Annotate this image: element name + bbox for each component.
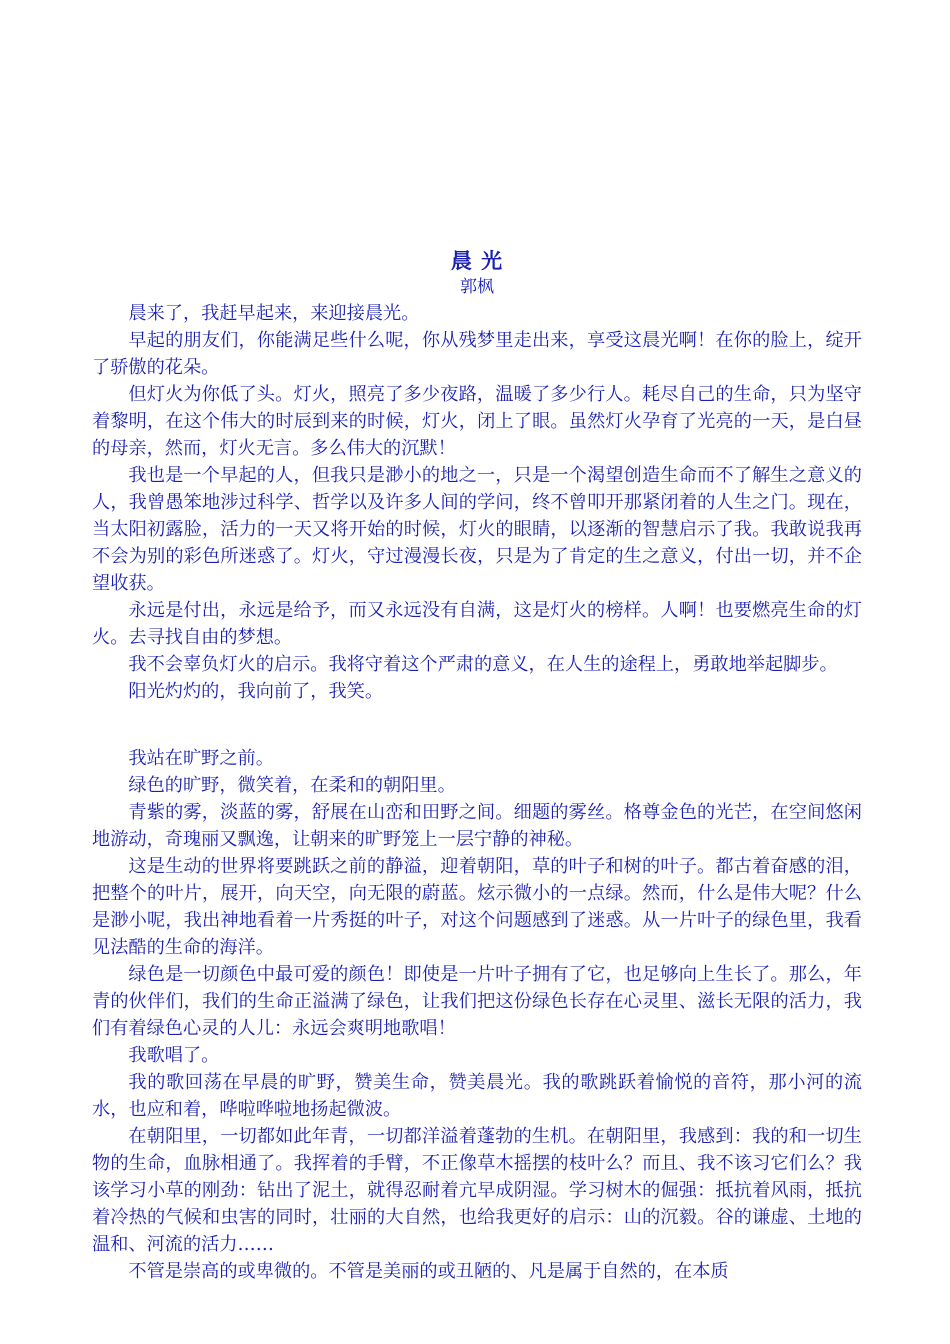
- paragraph: 我不会辜负灯火的启示。我将守着这个严肃的意义，在人生的途程上，勇敢地举起脚步。: [128, 654, 838, 675]
- section-break: [92, 705, 862, 745]
- paragraph: 在朝阳里，一切都如此年青，一切都洋溢着蓬勃的生机。在朝阳里，我感到：我的和一切生物的生命，血脉相通了。我挥着的手臂，不正像草木摇摆的枝叶么？而且、我不该习它们么？我该学习小草的刚劲：钻出了泥土，就得忍耐着亢早成阴湿。学习树木的倔强：抵抗着风雨，抵抗着冷热的气候和虫害的同时，壮丽的大自然，也给我更好的启示：山的沉毅。谷的谦虚、土地的温和、河流的活力……: [92, 1126, 862, 1255]
- paragraph: 我站在旷野之前。: [128, 748, 274, 769]
- paragraph: 绿色是一切颜色中最可爱的颜色！即使是一片叶子拥有了它，也足够向上生长了。那么，年青的伙伴们，我们的生命正溢满了绿色，让我们把这份绿色长存在心灵里、滋长无限的活力，我们有着绿色心灵的人儿：永远会爽明地歌唱！: [92, 964, 862, 1039]
- essay-title: 晨 光: [450, 248, 504, 273]
- paragraph: 早起的朋友们，你能满足些什么呢，你从残梦里走出来，享受这晨光啊！在你的脸上，绽开了骄傲的花朵。: [92, 330, 862, 378]
- paragraph: 绿色的旷野，微笑着，在柔和的朝阳里。: [128, 775, 456, 796]
- paragraph: 这是生动的世界将要跳跃之前的静溢，迎着朝阳，草的叶子和树的叶子。都古着奋感的泪，把整个的叶片，展开，向天空，向无限的蔚蓝。炫示微小的一点绿。然而，什么是伟大呢？什么是渺小呢，我出神地看着一片秀挺的叶子，对这个问题感到了迷惑。从一片叶子的绿色里，我看见法酷的生命的海洋。: [92, 856, 862, 958]
- paragraph: 阳光灼灼的，我向前了，我笑。: [128, 681, 384, 702]
- paragraph: 我歌唱了。: [128, 1045, 220, 1066]
- document-page: [92, 246, 862, 1285]
- paragraph: 我也是一个早起的人，但我只是渺小的地之一，只是一个渴望创造生命而不了解生之意义的人，我曾愚笨地涉过科学、哲学以及许多人间的学问，终不曾叩开那紧闭着的人生之门。现在，当太阳初露脸，活力的一天又将开始的时候，灯火的眼睛，以逐渐的智慧启示了我。我敢说我再不会为别的彩色所迷惑了。灯火，守过漫漫长夜，只是为了肯定的生之意义，付出一切，并不企望收获。: [92, 465, 862, 594]
- paragraph: 但灯火为你低了头。灯火，照亮了多少夜路，温暖了多少行人。耗尽自己的生命，只为坚守着黎明，在这个伟大的时辰到来的时候，灯火，闭上了眼。虽然灯火孕育了光亮的一天，是白昼的母亲，然而，灯火无言。多么伟大的沉默！: [92, 384, 862, 459]
- paragraph: 永远是付出，永远是给予，而又永远没有自满，这是灯火的榜样。人啊！也要燃亮生命的灯火。去寻找自由的梦想。: [92, 600, 862, 648]
- paragraph: 晨来了，我赶早起来，来迎接晨光。: [128, 303, 420, 324]
- paragraph: 我的歌回荡在早晨的旷野，赞美生命，赞美晨光。我的歌跳跃着愉悦的音符，那小河的流水，也应和着，哗啦哗啦地扬起微波。: [92, 1072, 862, 1120]
- essay-author: 郭枫: [460, 277, 494, 297]
- paragraph: 青紫的雾，淡蓝的雾，舒展在山峦和田野之间。细题的雾丝。格尊金色的光芒，在空间悠闲地游动，奇瑰丽又飘逸，让朝来的旷野笼上一层宁静的神秘。: [92, 802, 862, 850]
- paragraph: 不管是崇高的或卑微的。不管是美丽的或丑陋的、凡是属于自然的，在本质: [128, 1261, 729, 1282]
